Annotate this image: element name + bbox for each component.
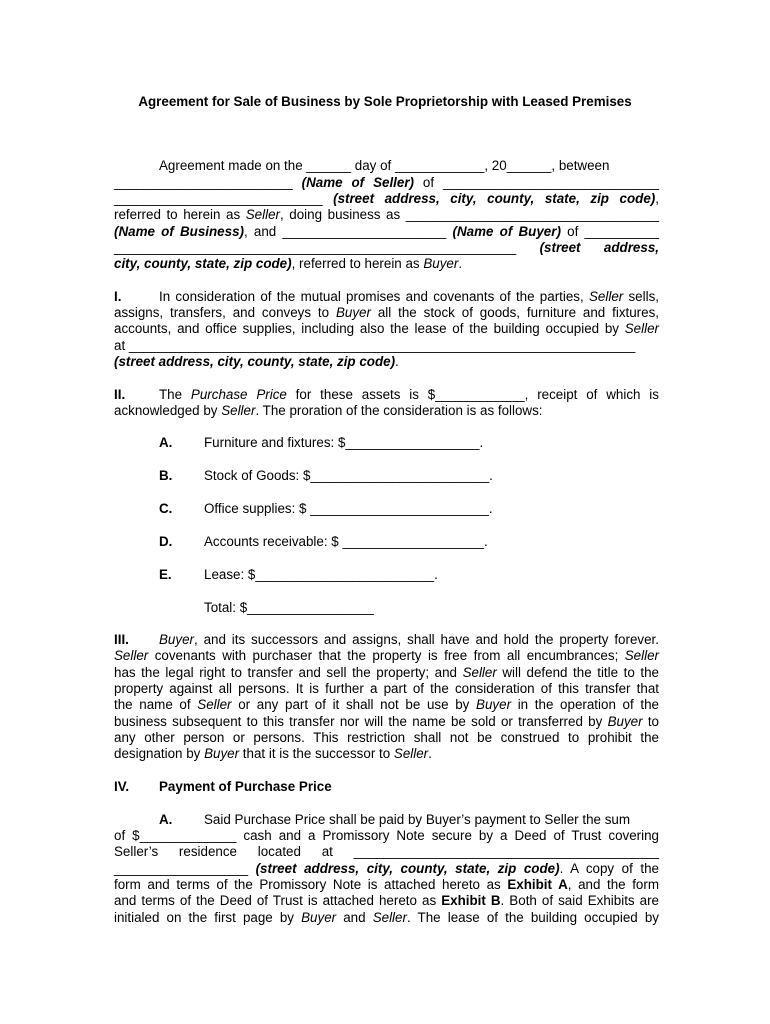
list-item-label: B. bbox=[159, 468, 173, 483]
list-item-label: A. bbox=[159, 435, 173, 450]
section-2-line-1: II. The Purchase Price for these assets is $____________, receipt of which is bbox=[114, 387, 659, 402]
list-item: Accounts receivable: $ ___________________. bbox=[204, 534, 488, 549]
list-item-label: E. bbox=[159, 567, 172, 582]
list-item: Furniture and fixtures: $__________________. bbox=[204, 435, 484, 450]
list-item-label: D. bbox=[159, 534, 173, 549]
intro-line-4: referred to herein as Seller, doing business as __________________________________ bbox=[114, 207, 659, 222]
section-3-line-8: designation by Buyer that it is the successor to Seller. bbox=[114, 746, 432, 761]
section-4-line-1: A. Said Purchase Price shall be paid by Buyer’s payment to Seller the sum bbox=[159, 812, 630, 827]
section-4-line-7: initialed on the first page by Buyer and Seller. The lease of the building occupied by bbox=[114, 910, 659, 925]
section-3-line-6: business subsequent to this transfer nor will the name be sold or transferred by Buyer to bbox=[114, 714, 659, 729]
section-1-line-5: (street address, city, county, state, zip code). bbox=[114, 354, 399, 369]
section-4-line-5: form and terms of the Promissory Note is attached hereto as Exhibit A, and the form bbox=[114, 877, 659, 892]
section-3-line-1: III. Buyer, and its successors and assigns, shall have and hold the property forever. bbox=[114, 632, 659, 647]
section-3-line-7: any other person or persons. This restriction shall not be construed to prohibit the bbox=[114, 730, 659, 745]
document-title: Agreement for Sale of Business by Sole Proprietorship with Leased Premises bbox=[138, 94, 632, 109]
intro-line-2: ________________________ (Name of Seller) of _____________________________ bbox=[114, 175, 659, 190]
intro-line-6: ______________________________________________________ (street address, bbox=[114, 240, 659, 255]
section-4-heading: IV. Payment of Purchase Price bbox=[114, 779, 332, 794]
section-3-line-4: property against all persons. It is further a part of the consideration of this transfer that bbox=[114, 681, 659, 696]
total-line: Total: $_________________ bbox=[204, 600, 374, 615]
section-3-line-5: the name of Seller or any part of it shall not be use by Buyer in the operation of the bbox=[114, 697, 660, 712]
section-4-line-2: of $_____________ cash and a Promissory Note secure by a Deed of Trust covering bbox=[114, 828, 659, 843]
section-3-line-2: Seller covenants with purchaser that the property is free from all encumbrances; Seller bbox=[114, 648, 659, 663]
section-4-line-3: Seller’s residence located at _________________________________________ bbox=[114, 844, 659, 859]
section-3-line-3: has the legal right to transfer and sell the property; and Seller will defend the title to the bbox=[114, 665, 659, 680]
list-item: Office supplies: $ ________________________. bbox=[204, 501, 493, 516]
intro-line-7: city, county, state, zip code), referred to herein as Buyer. bbox=[114, 256, 463, 271]
intro-line-1: Agreement made on the ______ day of ____________, 20______, between bbox=[159, 158, 610, 173]
section-1-line-2: assigns, transfers, and conveys to Buyer all the stock of goods, furniture and fixtures, bbox=[114, 305, 660, 320]
list-item: Stock of Goods: $________________________. bbox=[204, 468, 493, 483]
section-1-line-3: accounts, and office supplies, including also the lease of the building occupied by Seller bbox=[114, 321, 659, 336]
list-item: Lease: $________________________. bbox=[204, 567, 438, 582]
section-4-line-6: and terms of the Deed of Trust is attached hereto as Exhibit B. Both of said Exhibits are bbox=[114, 893, 660, 908]
section-1-line-4: at ____________________________________________________________________ bbox=[114, 338, 636, 353]
list-item-label: C. bbox=[159, 501, 173, 516]
intro-line-5: (Name of Business), and ______________________ (Name of Buyer) of __________ bbox=[114, 224, 659, 239]
section-1-line-1: I. In consideration of the mutual promises and covenants of the parties, Seller sells, bbox=[114, 289, 659, 304]
section-4-line-4: __________________ (street address, city, county, state, zip code). A copy of the bbox=[114, 861, 659, 876]
section-2-line-2: acknowledged by Seller. The proration of the consideration is as follows: bbox=[114, 403, 543, 418]
intro-line-3: ____________________________ (street address, city, county, state, zip code), bbox=[114, 191, 659, 206]
